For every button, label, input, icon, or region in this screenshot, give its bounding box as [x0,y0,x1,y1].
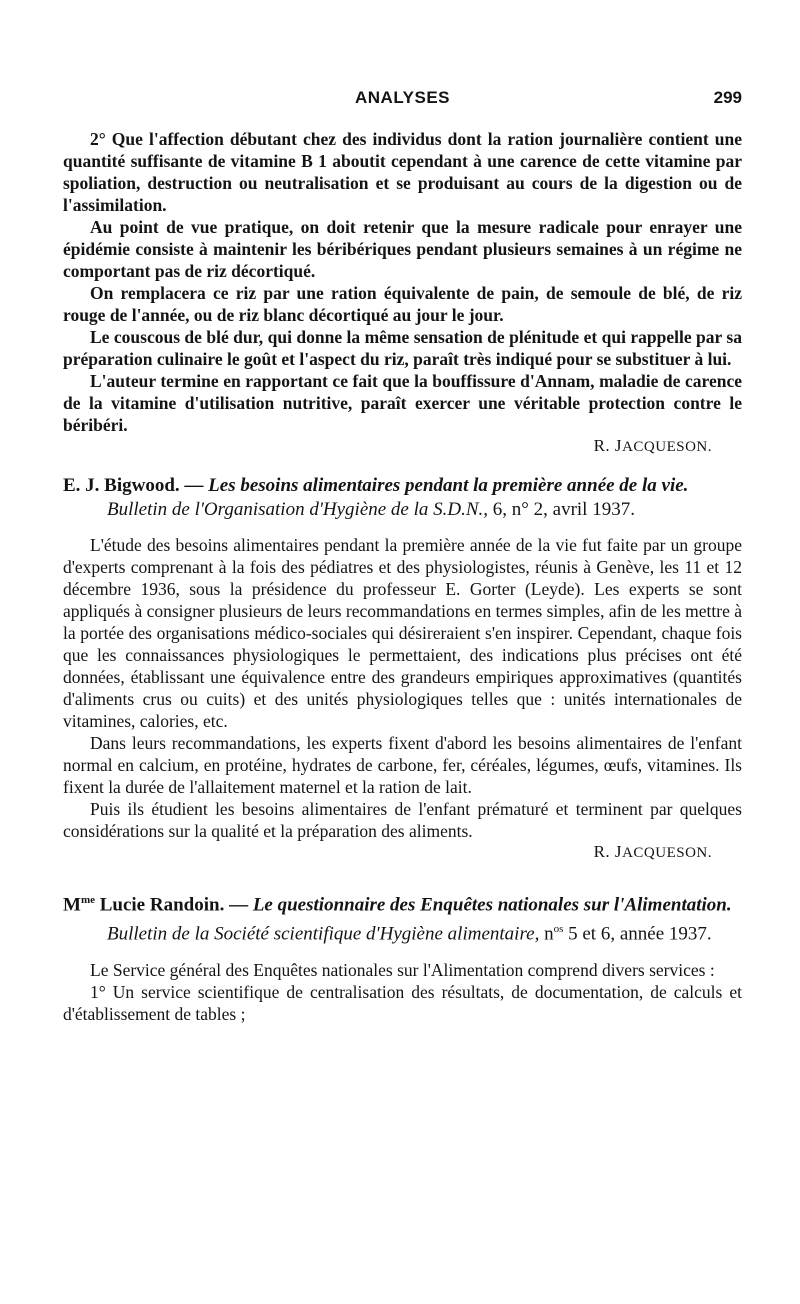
paragraph: On remplacera ce riz par une ration équivalente de pain, de semoule de blé, de riz rouge de l'année, ou de riz blanc décortiqué au jour le jour. [63,283,742,325]
paragraph: Au point de vue pratique, on doit retenir que la mesure radicale pour enrayer une épidémie consiste à maintenir les béribériques pendant plusieurs semaines à un régime ne comportant pas de riz décortiqué. [63,217,742,281]
entry-source: Bulletin de l'Organisation d'Hygiène de la S.D.N., [107,499,489,520]
section-randoin [63,888,742,1025]
paragraph: Le couscous de blé dur, qui donne la même sensation de plénitude et qui rappelle par sa préparation culinaire le goût et l'aspect du riz, paraît très indiqué pour se substituer à lui. [63,327,742,369]
signature [63,436,742,456]
signature [63,842,742,862]
signature-initial: R. J [593,436,623,455]
entry-title: Le questionnaire des Enquêtes nationales sur l'Alimentation. [252,894,732,916]
section-bigwood [63,474,742,862]
paragraph: Puis ils étudient les besoins alimentaires de l'enfant prématuré et terminent par quelques considérations sur la qualité et la préparation des aliments. [63,799,742,841]
page-header [63,88,742,118]
entry-heading [63,474,742,522]
entry-author-sup: me [80,894,95,906]
entry-issue: 6, n° 2, avril 1937. [488,499,635,520]
entry-heading [63,888,742,947]
page-number: 299 [713,88,742,107]
entry-author: Lucie Randoin. — [94,894,253,916]
paragraph: 2° Que l'affection débutant chez des individus dont la ration journalière contient une quantité suffisante de vitamine B 1 aboutit cependant à une carence de cette vitamine par spoliation, destruction ou neutralisation et se produisant au cours de la digestion ou de l'assimilation. [63,129,742,215]
entry-author: E. J. Bigwood. — [63,475,209,496]
running-title: ANALYSES [354,88,450,107]
paragraph: L'auteur termine en rapportant ce fait que la bouffissure d'Annam, maladie de carence de la vitamine d'utilisation nutritive, paraît exercer une véritable protection contre le béribéri. [63,371,742,435]
paragraph: L'étude des besoins alimentaires pendant la première année de la vie fut faite par un groupe d'experts comprenant à la fois des pédiatres et des physiologistes, réunis à Genève, les 11 et 12 décembre 1936, sous la présidence du professeur E. Gorter (Leyde). Les experts se sont appliqués à consigner plusieurs de leurs recommandations en termes simples, afin de les mettre à la portée des organisations médico-sociales qui désireraient s'en inspirer. Cependant, chaque fois que les connaissances physiologiques le permettaient, des indications plus précises ont été données, établissant une équivalence entre des grandeurs empiriques approximatives (quantités d'aliments crus ou cuits) et des unités physiologiques telles que : unités internationales de vitamines, calories, etc. [63,535,742,731]
paragraph: Dans leurs recommandations, les experts fixent d'abord les besoins alimentaires de l'enfant normal en calcium, en protéine, hydrates de carbone, fer, céréales, légumes, œufs, vitamines. Ils fixent la durée de l'allaitement maternel et la ration de lait. [63,733,742,797]
paragraph: Le Service général des Enquêtes nationales sur l'Alimentation comprend divers services : [90,959,715,980]
entry-issue: 5 et 6, année 1937. [563,923,712,945]
entry-title: Les besoins alimentaires pendant la première année de la vie. [208,475,689,496]
signature-rest: ACQUESON. [622,439,712,455]
paragraph: 1° Un service scientifique de centralisation des résultats, de documentation, de calculs et d'établissement de tables ; [63,981,742,1024]
entry-source: Bulletin de la Société scientifique d'Hygiène alimentaire, [107,923,540,945]
entry-issue-prefix: n [539,923,554,945]
section-beriberi-conclusion [63,128,742,456]
signature-initial: R. J [593,842,623,861]
entry-author-prefix: M [63,894,81,916]
entry-issue-sup: os [553,923,564,936]
signature-rest: ACQUESON. [622,845,712,861]
document-page [63,88,742,1025]
